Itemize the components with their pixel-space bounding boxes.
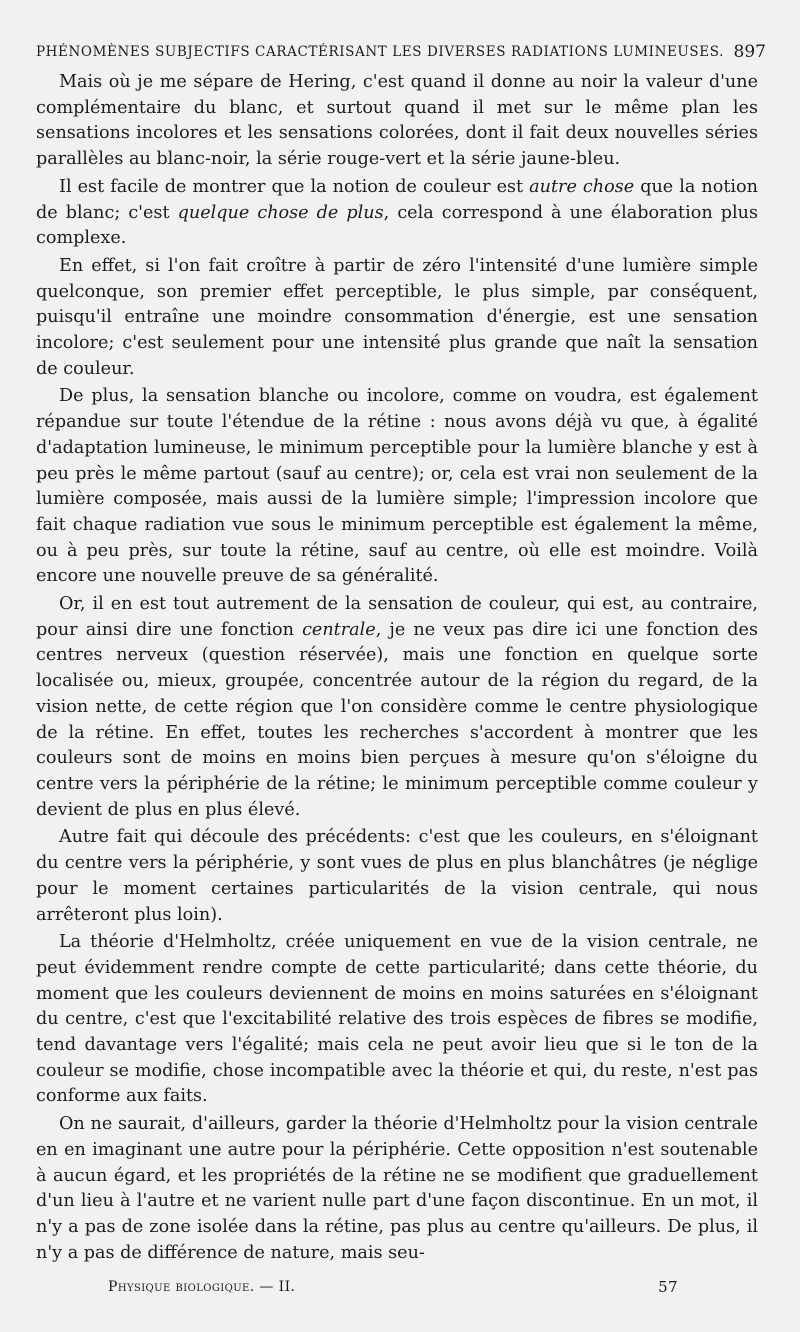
paragraph: [36, 930, 758, 1110]
italic-phrase: quelque chose de plus: [177, 202, 384, 223]
text-run: Autre fait qui découle des précédents: c'est que les couleurs, en s'éloignant du centre vers la périphérie, y sont vues de plus en plus blanchâtres (je néglige pour le moment certaines particularités de la vision centrale, qui nous arrêteront plus loin).: [36, 827, 758, 925]
text-run: , cela correspond à une élaboration plus complexe.: [36, 202, 758, 249]
footer: [108, 1279, 678, 1295]
paragraph: [36, 70, 758, 173]
paragraph: [36, 825, 758, 928]
text-run: La théorie d'Helmholtz, créée uniquement en vue de la vision centrale, ne peut évidemment rendre compte de cette particularité; dans cette théorie, du moment que les couleurs deviennent de moins en moins saturées en s'éloignant du centre, c'est que l'excitabilité relative des trois espèces de fibres se modifie, tend davantage vers l'égalité; mais cela ne peut avoir lieu que si le ton de la couleur se modifie, chose incompatible avec la théorie et qui, du reste, n'est pas conforme aux faits.: [36, 932, 758, 1107]
paragraph: [36, 592, 758, 823]
body-text: [36, 70, 758, 1266]
text-run: De plus, la sensation blanche ou incolore, comme on voudra, est également répandue sur toute l'étendue de la rétine : nous avons déjà vu que, à égalité d'adaptation lumineuse, le minimum perceptible pour la lumière blanche y est à peu près le même partout (sauf au centre); or, cela est vrai non seulement de la lumière composée, mais aussi de la lumière simple; l'impression incolore que fait chaque radiation vue sous le minimum perceptible est également la même, ou à peu près, sur toute la rétine, sauf au centre, où elle est moindre. Voilà encore une nouvelle preuve de sa généralité.: [36, 386, 758, 587]
paragraph: [36, 1112, 758, 1266]
text-run: Il est facile de montrer que la notion de couleur est: [59, 176, 530, 197]
signature-mark: 57: [658, 1278, 678, 1296]
paragraph: [36, 384, 758, 590]
running-head-title: PHÉNOMÈNES SUBJECTIFS CARACTÉRISANT LES DIVERSES RADIATIONS LUMINEUSES.: [36, 44, 724, 60]
text-run: On ne saurait, d'ailleurs, garder la théorie d'Helmholtz pour la vision centrale en en imaginant une autre pour la périphérie. Cette opposition n'est soutenable à aucun égard, et les propriétés de la rétine ne se modifient que graduellement d'un lieu à l'autre et ne varient nulle part d'une façon discontinue. En un mot, il n'y a pas de zone isolée dans la rétine, pas plus au centre qu'ailleurs. De plus, il n'y a pas de différence de nature, mais seu-: [36, 1114, 758, 1263]
italic-phrase: centrale: [302, 619, 376, 640]
paragraph: [36, 254, 758, 383]
paragraph: [36, 175, 758, 252]
text-run: que la notion de blanc; c'est: [36, 176, 758, 223]
text-run: , je ne veux pas dire ici une fonction des centres nerveux (question réservée), mais une fonction en quelque sorte localisée ou, mieux, groupée, concentrée autour de la région du regard, de la vision nette, de cette région que l'on considère comme le centre physiologique de la rétine. En effet, toutes les recherches s'accordent à montrer que les couleurs sont de moins en moins bien perçues à mesure qu'on s'éloigne du centre vers la périphérie de la rétine; le minimum perceptible comme couleur y devient de plus en plus élevé.: [36, 619, 758, 820]
text-run: Mais où je me sépare de Hering, c'est quand il donne au noir la valeur d'une complémentaire du blanc, et surtout quand il met sur le même plan les sensations incolores et les sensations colorées, dont il fait deux nouvelles séries parallèles au blanc-noir, la série rouge-vert et la série jaune-bleu.: [36, 72, 758, 170]
footer-book-title: Physique biologique. — II.: [108, 1279, 296, 1295]
text-run: Or, il en est tout autrement de la sensation de couleur, qui est, au contraire, pour ainsi dire une fonction: [36, 594, 758, 640]
italic-phrase: autre chose: [529, 176, 635, 197]
text-run: En effet, si l'on fait croître à partir de zéro l'intensité d'une lumière simple quelconque, son premier effet perceptible, le plus simple, par conséquent, puisqu'il entraîne une moindre consommation d'énergie, est une sensation incolore; c'est seulement pour une intensité plus grande que naît la sensation de couleur.: [36, 255, 758, 379]
running-head: [36, 44, 766, 60]
page-number: 897: [733, 42, 766, 62]
